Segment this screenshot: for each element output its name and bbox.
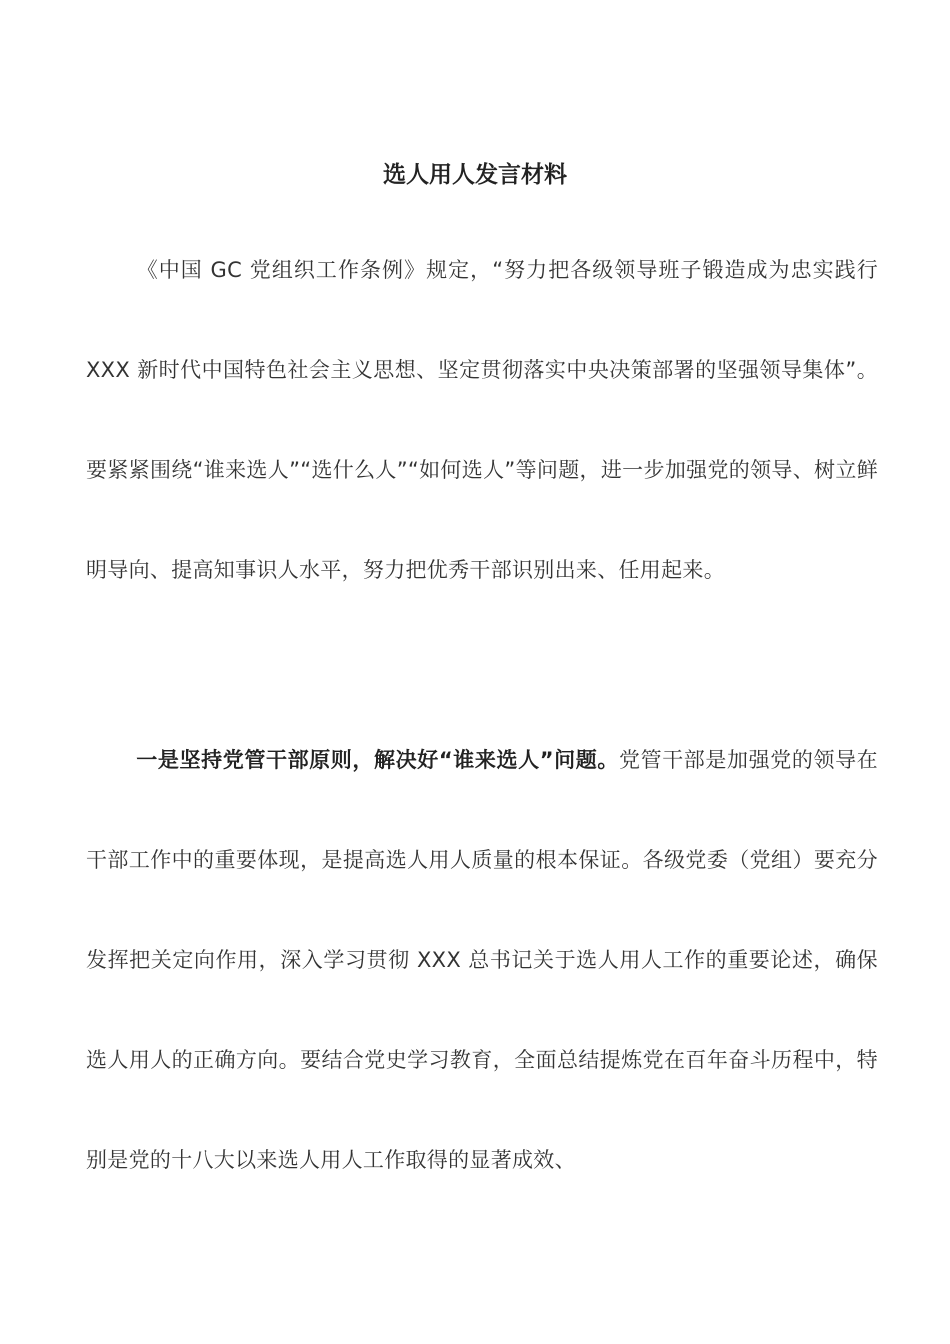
paragraph-intro-text: 《中国 GC 党组织工作条例》规定，“努力把各级领导班子锻造成为忠实践行 XXX 新时代中国特色社会主义思想、坚定贯彻落实中央决策部署的坚强领导集体”。要紧紧围绕“谁来选人”“选什么人”“如何选人”等问题，进一步加强党的领导、树立鲜明导向、提高知事识人水平，努力把优秀干部识别出来、任用起来。 [86,258,878,582]
paragraph-point-one-lead: 一是坚持党管干部原则，解决好“谁来选人”问题。 [136,748,619,772]
document-title: 选人用人发言材料 [383,162,567,188]
paragraph-point-one [86,710,878,1210]
paragraph-point-one-text: 党管干部是加强党的领导在干部工作中的重要体现，是提高选人用人质量的根本保证。各级党委（党组）要充分发挥把关定向作用，深入学习贯彻 XXX 总书记关于选人用人工作的重要论述，确保选人用人的正确方向。要结合党史学习教育，全面总结提炼党在百年奋斗历程中，特别是党的十八大以来选人用人工作取得的显著成效、 [86,748,878,1172]
paragraph-intro [86,220,878,620]
